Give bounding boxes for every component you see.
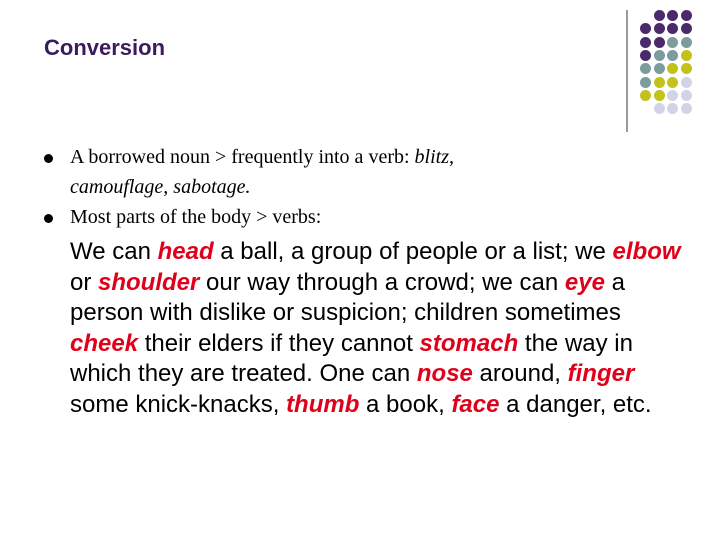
paragraph-text: our way through a crowd; we can: [199, 268, 565, 296]
highlighted-verb: face: [451, 390, 500, 418]
paragraph-text: around,: [472, 360, 568, 387]
paragraph-text: a person with dislike or suspicion; children sometimes: [70, 268, 625, 326]
decorative-dot: [654, 77, 665, 88]
decorative-dot: [681, 77, 692, 88]
decorative-dot: [681, 37, 692, 48]
highlighted-verb: finger: [567, 360, 635, 387]
bullet-1-examples-b: camouflage, sabotage.: [70, 176, 251, 198]
decorative-dot: [681, 63, 692, 74]
slide-title: Conversion: [44, 35, 166, 60]
decorative-dot: [667, 10, 678, 21]
paragraph-text: We can: [70, 238, 158, 265]
decorative-dot: [681, 23, 692, 34]
highlighted-verb: shoulder: [98, 268, 200, 296]
decorative-dot: [667, 37, 678, 48]
decorative-dot: [681, 90, 692, 101]
decorative-dot: [667, 103, 678, 114]
paragraph-text: the way in which they are treated. One can: [70, 329, 633, 387]
bullet-dot-2: [44, 214, 53, 223]
highlighted-verb: thumb: [286, 390, 360, 418]
paragraph-text: or: [70, 268, 99, 296]
highlighted-verb: nose: [416, 360, 473, 387]
decorative-dot: [640, 77, 651, 88]
bullet-1-text: A borrowed noun > frequently into a verb:: [70, 146, 415, 168]
bullet-dot-1: [44, 154, 53, 163]
decorative-dot: [654, 23, 665, 34]
decorative-divider: [626, 10, 628, 132]
highlighted-verb: stomach: [419, 329, 519, 357]
highlighted-verb: elbow: [612, 238, 681, 265]
bullet-text-1: [70, 142, 630, 202]
decorative-dot: [667, 90, 678, 101]
decorative-dot: [640, 63, 651, 74]
paragraph-text: a book,: [359, 390, 452, 418]
decorative-dot: [654, 50, 665, 61]
highlighted-verb: head: [157, 238, 214, 265]
decorative-dot: [654, 10, 665, 21]
decorative-dot: [654, 103, 665, 114]
decorative-dot-grid: [640, 10, 698, 120]
decorative-dot: [654, 63, 665, 74]
decorative-dot: [667, 23, 678, 34]
decorative-dot: [640, 90, 651, 101]
bullet-text-2: Most parts of the body > verbs:: [70, 206, 322, 228]
example-paragraph: [70, 237, 690, 420]
highlighted-verb: eye: [564, 268, 605, 296]
decorative-dot: [667, 50, 678, 61]
paragraph-text: a danger, etc.: [499, 390, 652, 418]
decorative-dot: [681, 10, 692, 21]
decorative-dot: [654, 90, 665, 101]
decorative-dot: [667, 63, 678, 74]
bullet-1-examples-a: blitz,: [414, 146, 454, 168]
decorative-dot: [667, 77, 678, 88]
highlighted-verb: cheek: [70, 329, 139, 357]
decorative-dot: [654, 37, 665, 48]
decorative-dot: [640, 50, 651, 61]
decorative-dot: [681, 50, 692, 61]
paragraph-text: their elders if they cannot: [138, 329, 420, 357]
paragraph-text: a ball, a group of people or a list; we: [213, 238, 613, 265]
decorative-dot: [640, 37, 651, 48]
paragraph-text: some knick-knacks,: [70, 390, 287, 418]
decorative-dot: [640, 23, 651, 34]
decorative-dot: [681, 103, 692, 114]
